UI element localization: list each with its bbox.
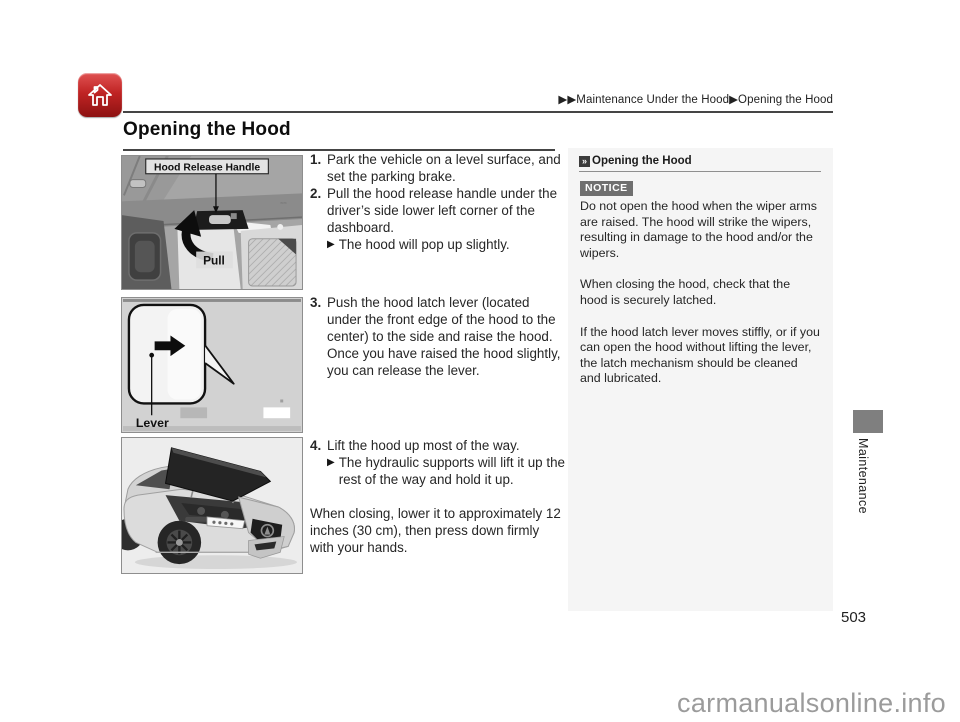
sidebar-rule: [579, 171, 821, 172]
svg-text:≈≈: ≈≈: [280, 201, 287, 208]
watermark: carmanualsonline.info: [677, 688, 946, 718]
step-number: 2.: [310, 186, 322, 201]
sidebar-paragraph: If the hood latch lever moves stiffly, or if you can open the hood without lifting the lever, the latch mechanism should be cleaned and lubricated.: [580, 324, 820, 386]
handle-label: Hood Release Handle: [153, 162, 261, 174]
result-arrow-icon: ▶: [327, 457, 335, 468]
section-tab: [853, 410, 883, 433]
section-tab-label: Maintenance: [856, 438, 870, 514]
lever-label: Lever: [135, 416, 169, 431]
step-text: Push the hood latch lever (located under the front edge of the hood to the center) to the side and raise the hood. Once you have raised the hood slightly, you can release the lever.: [327, 295, 561, 378]
closing-note: When closing, lower it to approximately 12 inches (30 cm), then press down firmly with your hands.: [310, 506, 561, 555]
header-rule: [123, 111, 833, 113]
sidebar-header-label: Opening the Hood: [592, 155, 692, 167]
figure-hood-release-handle: [121, 155, 303, 290]
result-text: The hood will pop up slightly.: [338, 237, 510, 252]
latch-illustration: [122, 298, 302, 432]
step-number: 3.: [310, 295, 322, 310]
home-icon[interactable]: [78, 73, 122, 117]
chevrons-icon: »: [579, 156, 590, 167]
car-illustration: [122, 438, 302, 573]
step-1: [310, 151, 566, 185]
step-2: [310, 185, 566, 236]
sidebar-paragraph: Do not open the hood when the wiper arms are raised. The hood will strike the wipers, resulting in damage to the hood and/or the wipers.: [580, 199, 817, 260]
interior-illustration: [122, 156, 302, 289]
step-text: Park the vehicle on a level surface, and set the parking brake.: [327, 152, 561, 184]
step-number: 4.: [310, 438, 322, 453]
step-4: [310, 437, 566, 454]
instruction-steps: [310, 151, 566, 556]
step-2-result: [327, 236, 566, 253]
step-text: Lift the hood up most of the way.: [327, 438, 520, 453]
figure-car-hood-open: [121, 437, 303, 574]
sidebar-paragraph: When closing the hood, check that the hood is securely latched.: [580, 277, 791, 307]
figure-hood-latch-lever: [121, 297, 303, 433]
step-3: [310, 294, 566, 379]
sidebar-header: [579, 155, 821, 167]
notice-badge: NOTICE: [580, 181, 633, 196]
result-arrow-icon: ▶: [327, 239, 335, 250]
result-text: The hydraulic supports will lift it up the rest of the way and hold it up.: [338, 455, 565, 487]
page-title: Opening the Hood: [123, 119, 291, 140]
step-number: 1.: [310, 152, 322, 167]
step-text: Pull the hood release handle under the driver’s side lower left corner of the dashboard.: [327, 186, 558, 235]
page-number: 503: [841, 609, 867, 626]
step-4-result: [327, 454, 566, 488]
pull-label: Pull: [203, 253, 225, 268]
reference-sidebar: [568, 148, 833, 611]
house-glyph: [86, 81, 114, 109]
breadcrumb[interactable]: ▶▶Maintenance Under the Hood▶Opening the Hood: [558, 94, 833, 106]
